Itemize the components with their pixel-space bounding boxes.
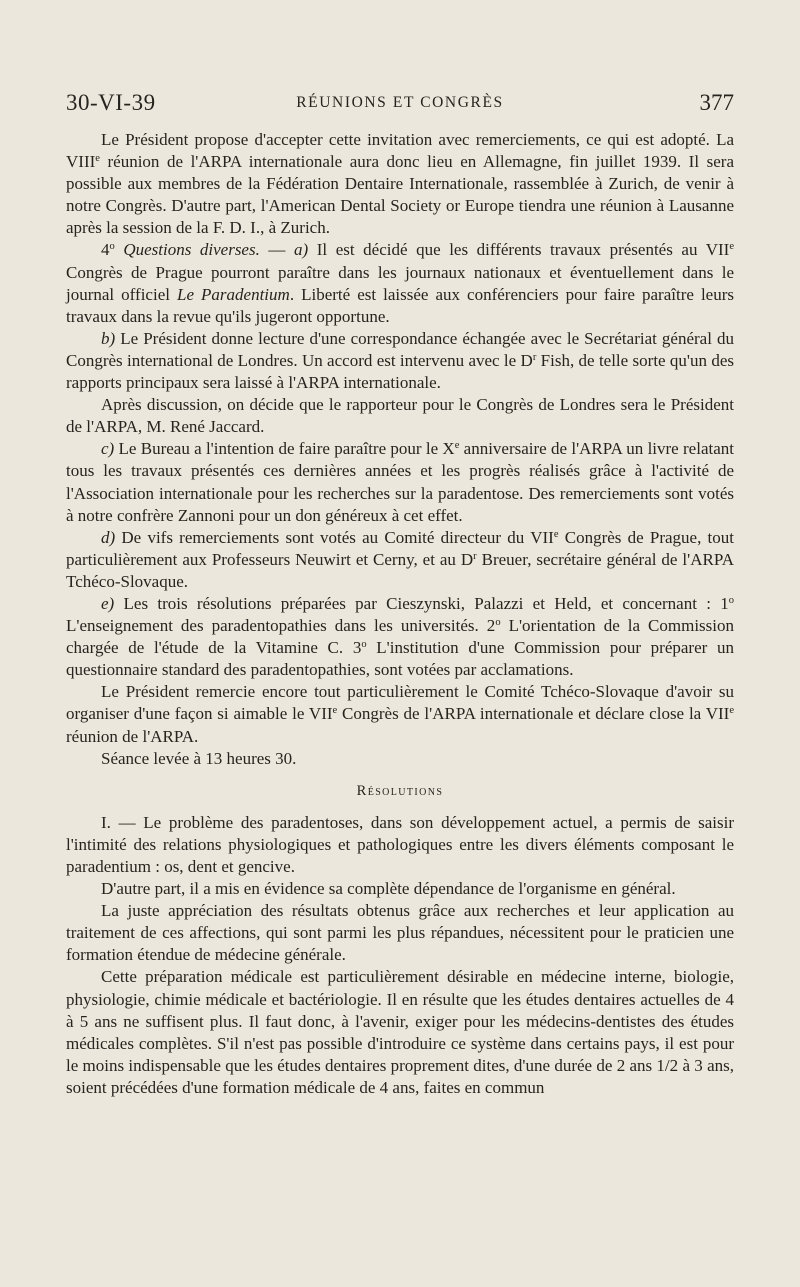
superscript: e xyxy=(332,705,338,717)
paragraph xyxy=(66,900,734,966)
header-section-title: RÉUNIONS ET CONGRÈS xyxy=(296,94,504,111)
superscript: o xyxy=(728,594,734,606)
paragraph-text: D'autre part, il a mis en évidence sa complète dépendance de l'organisme en général. xyxy=(101,879,676,899)
item-letter: a) xyxy=(294,240,309,260)
superscript: e xyxy=(553,528,559,540)
paragraph-text: réunion de l'ARPA. xyxy=(66,726,199,746)
paragraph xyxy=(66,966,734,1099)
paragraph-text: L'institution d'une Commission pour préparer un questionnaire standard des paradentopathies, sont votées par acclamations. xyxy=(66,638,734,680)
paragraph-text: Congrès de Prague, tout particulièrement aux Professeurs Neuwirt et Cerny, et au D xyxy=(66,527,735,569)
running-header xyxy=(66,86,734,120)
paragraph-text: Séance levée à 13 heures 30. xyxy=(101,748,297,768)
paragraph-text: Les trois résolutions préparées par Cieszynski, Palazzi et Held, et concernant : 1 xyxy=(114,593,729,613)
paragraph-text: I. — Le problème des paradentoses, dans son développement actuel, a permis de saisir l'intimité des relations physiologiques et pathologiques entre les divers éléments composant le paradentium : os, dent et gencive. xyxy=(66,812,734,876)
item-letter: b) xyxy=(101,328,116,348)
section-heading-text: Résolutions xyxy=(356,782,444,799)
paragraph-text: Le Président donne lecture d'une correspondance échangée avec le Secrétariat général du Congrès international de Londres. Un accord est intervenu avec le D xyxy=(66,328,734,370)
page-body xyxy=(66,129,734,1099)
superscript: e xyxy=(729,241,734,253)
paragraph-text: Le Président propose d'accepter cette invitation avec remerciements, ce qui est adopté. La VIII xyxy=(66,130,734,172)
dash: — xyxy=(259,240,294,260)
paragraph xyxy=(66,438,734,526)
paragraph-text: Il est décidé que les différents travaux présentés au VII xyxy=(308,240,730,260)
superscript: e xyxy=(729,705,735,717)
paragraph-text: Fish, de telle sorte qu'un des rapports principaux sera laissé à l'ARPA internationale. xyxy=(66,350,734,393)
paragraph-text: Cette préparation médicale est particulièrement désirable en médecine interne, biologie, physiologie, chimie médicale et bactériologie. Il en résulte que les études dentaires actuelles de 4 à 5 ans ne suffisent plus. Il faut donc, à l'avenir, exiger pour les médecins-dentistes des études médicales complètes. S'il n'est pas possible d'introduire ce système dans certains pays, il est pour le moins indispensable que les études dentaires proprement dites, d'une durée de 2 ans 1/2 à 3 ans, soient précédées d'une formation médicale de 4 ans, faites en commun xyxy=(66,967,734,1097)
paragraph-text: Après discussion, on décide que le rapporteur pour le Congrès de Londres sera le Président de l'ARPA, M. René Jaccard. xyxy=(66,395,734,437)
paragraph xyxy=(66,812,734,878)
paragraph xyxy=(66,394,734,438)
superscript: o xyxy=(361,639,367,651)
paragraph-text: L'orientation de la Commission chargée de l'étude de la Vitamine C. 3 xyxy=(66,616,734,658)
journal-title: Le Paradentium xyxy=(177,284,290,304)
paragraph xyxy=(66,593,734,681)
paragraph xyxy=(66,748,734,770)
superscript: e xyxy=(95,153,100,165)
paragraph xyxy=(66,878,734,900)
paragraph-text: L'enseignement des paradentopathies dans les universités. 2 xyxy=(66,616,496,636)
paragraph xyxy=(66,129,734,239)
page-number: 377 xyxy=(699,90,734,115)
paragraph xyxy=(66,527,734,593)
paragraph xyxy=(66,239,734,327)
paragraph-text: réunion de l'ARPA internationale aura donc lieu en Allemagne, fin juillet 1939. Il sera possible aux membres de la Fédération Dentaire Internationale, rassemblée à Zurich, de venir à notre Congrès. D'autre part, l'American Dental Society or Europe tiendra une réunion à Lausanne après la session de la F. D. I., à Zurich. xyxy=(66,152,734,238)
section-heading xyxy=(66,780,734,802)
paragraph-text: Le Président remercie encore tout particulièrement le Comité Tchéco-Slovaque d'avoir su organiser d'une façon si aimable le VII xyxy=(66,682,734,724)
header-date: 30-VI-39 xyxy=(66,90,156,115)
item-letter: d) xyxy=(101,527,116,547)
superscript: e xyxy=(454,440,460,452)
paragraph xyxy=(66,681,734,747)
superscript: r xyxy=(473,550,477,562)
item-letter: c) xyxy=(101,439,115,459)
paragraph-text: Breuer, secrétaire général de l'ARPA Tchéco-Slovaque. xyxy=(66,549,734,591)
paragraph-text: anniversaire de l'ARPA un livre relatant tous les travaux présentés ces dernières années et les progrès réalisés grâce à l'activité de l'Association internationale pour les recherches sur la paradentose. Des remerciements sont votés à notre confrère Zannoni pour un don généreux à cet effet. xyxy=(66,439,734,525)
paragraph-text: La juste appréciation des résultats obtenus grâce aux recherches et leur application au traitement de ces affections, qui sont parmi les plus répandues, nécessitent pour le praticien une formation étendue de médecine générale. xyxy=(66,901,734,965)
superscript: o xyxy=(109,241,115,253)
item-number: 4 xyxy=(101,240,110,260)
paragraph-text: Congrès de l'ARPA internationale et déclare close la VII xyxy=(337,704,730,724)
item-letter: e) xyxy=(101,593,115,613)
paragraph-text: Congrès de Prague pourront paraître dans les journaux nationaux et éventuellement dans le journal officiel xyxy=(66,262,734,304)
superscript: r xyxy=(532,351,537,363)
paragraph-text: . Liberté est laissée aux conférenciers pour faire paraître leurs travaux dans la revue qu'ils jugeront opportune. xyxy=(66,284,734,326)
paragraph-text: Le Bureau a l'intention de faire paraître pour le X xyxy=(114,439,455,459)
superscript: o xyxy=(495,617,501,629)
paragraph xyxy=(66,328,734,394)
paragraph-text: De vifs remerciements sont votés au Comité directeur du VII xyxy=(115,527,554,547)
item-label: Questions diverses. xyxy=(114,240,260,260)
